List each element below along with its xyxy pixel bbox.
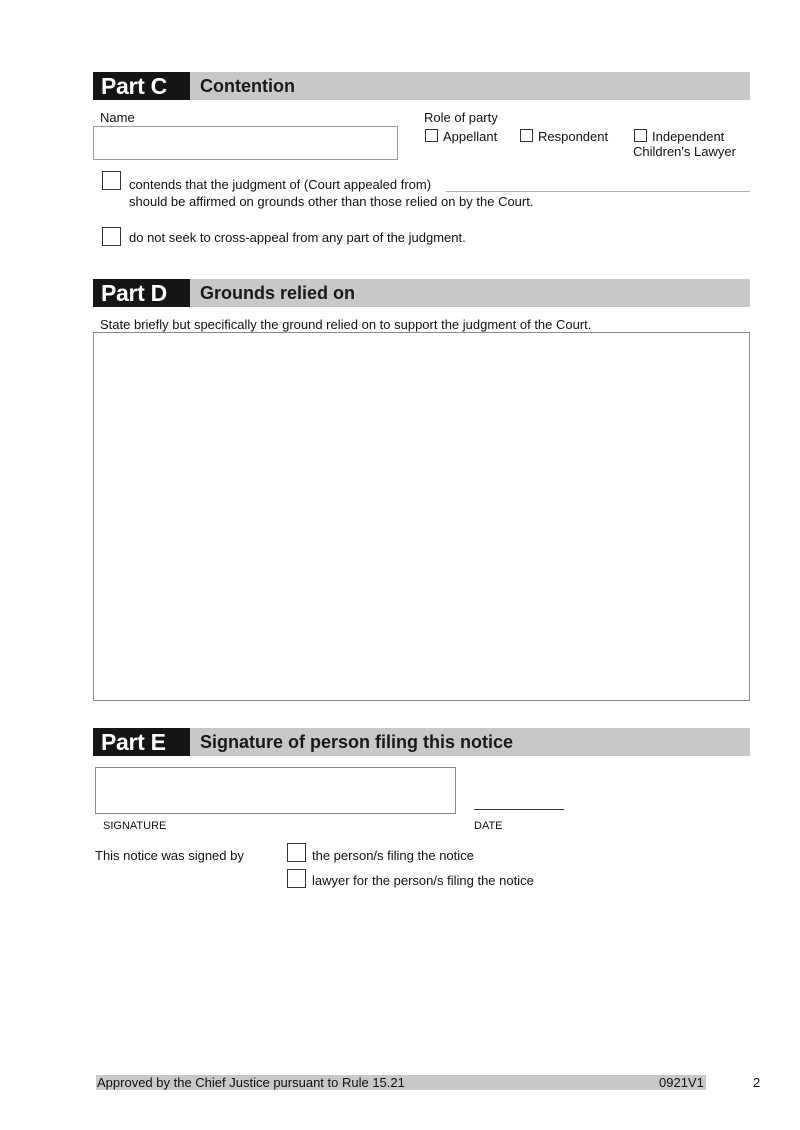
- independent-label: Independent: [652, 129, 725, 144]
- signature-field[interactable]: [95, 767, 456, 814]
- part-d-header: [93, 279, 750, 307]
- signed-by-person-checkbox[interactable]: [287, 843, 306, 862]
- signature-label: SIGNATURE: [103, 820, 167, 832]
- signed-by-label: This notice was signed by: [95, 848, 244, 863]
- part-c-title: Contention: [200, 76, 295, 96]
- part-d-label: Part D: [93, 279, 190, 307]
- grounds-instruction: State briefly but specifically the ground relied on to support the judgment of the Court.: [100, 317, 592, 332]
- no-cross-appeal-text: do not seek to cross-appeal from any part of the judgment.: [129, 230, 466, 245]
- signed-by-lawyer-label: lawyer for the person/s filing the notice: [312, 873, 534, 888]
- part-e-label: Part E: [93, 728, 190, 756]
- signed-by-lawyer-checkbox[interactable]: [287, 869, 306, 888]
- contends-checkbox[interactable]: [102, 171, 121, 190]
- name-label: Name: [100, 110, 135, 125]
- footer-approval: Approved by the Chief Justice pursuant to Rule 15.21: [97, 1075, 405, 1090]
- court-appealed-from-field[interactable]: [446, 191, 750, 192]
- name-input[interactable]: [93, 126, 398, 160]
- respondent-label: Respondent: [538, 129, 609, 144]
- role-of-party-label: Role of party: [424, 110, 498, 125]
- appellant-checkbox[interactable]: [425, 129, 438, 142]
- part-d-title: Grounds relied on: [200, 283, 356, 303]
- part-e-title: Signature of person filing this notice: [200, 732, 514, 752]
- date-field[interactable]: [474, 809, 564, 810]
- footer-form-code: 0921V1: [659, 1075, 704, 1090]
- part-e-header: [93, 728, 750, 756]
- contends-text-line2: should be affirmed on grounds other than those relied on by the Court.: [129, 194, 534, 209]
- page-number: 2: [753, 1075, 761, 1090]
- grounds-textarea[interactable]: [93, 332, 750, 701]
- appellant-label: Appellant: [443, 129, 498, 144]
- no-cross-appeal-checkbox[interactable]: [102, 227, 121, 246]
- childrens-lawyer-label: Children's Lawyer: [633, 144, 736, 159]
- date-label: DATE: [474, 820, 503, 832]
- contends-text-line1: contends that the judgment of (Court appealed from): [129, 177, 432, 192]
- part-c-label: Part C: [93, 72, 190, 100]
- independent-childrens-lawyer-checkbox[interactable]: [634, 129, 647, 142]
- respondent-checkbox[interactable]: [520, 129, 533, 142]
- signed-by-person-label: the person/s filing the notice: [312, 848, 474, 863]
- part-c-header: [93, 72, 750, 100]
